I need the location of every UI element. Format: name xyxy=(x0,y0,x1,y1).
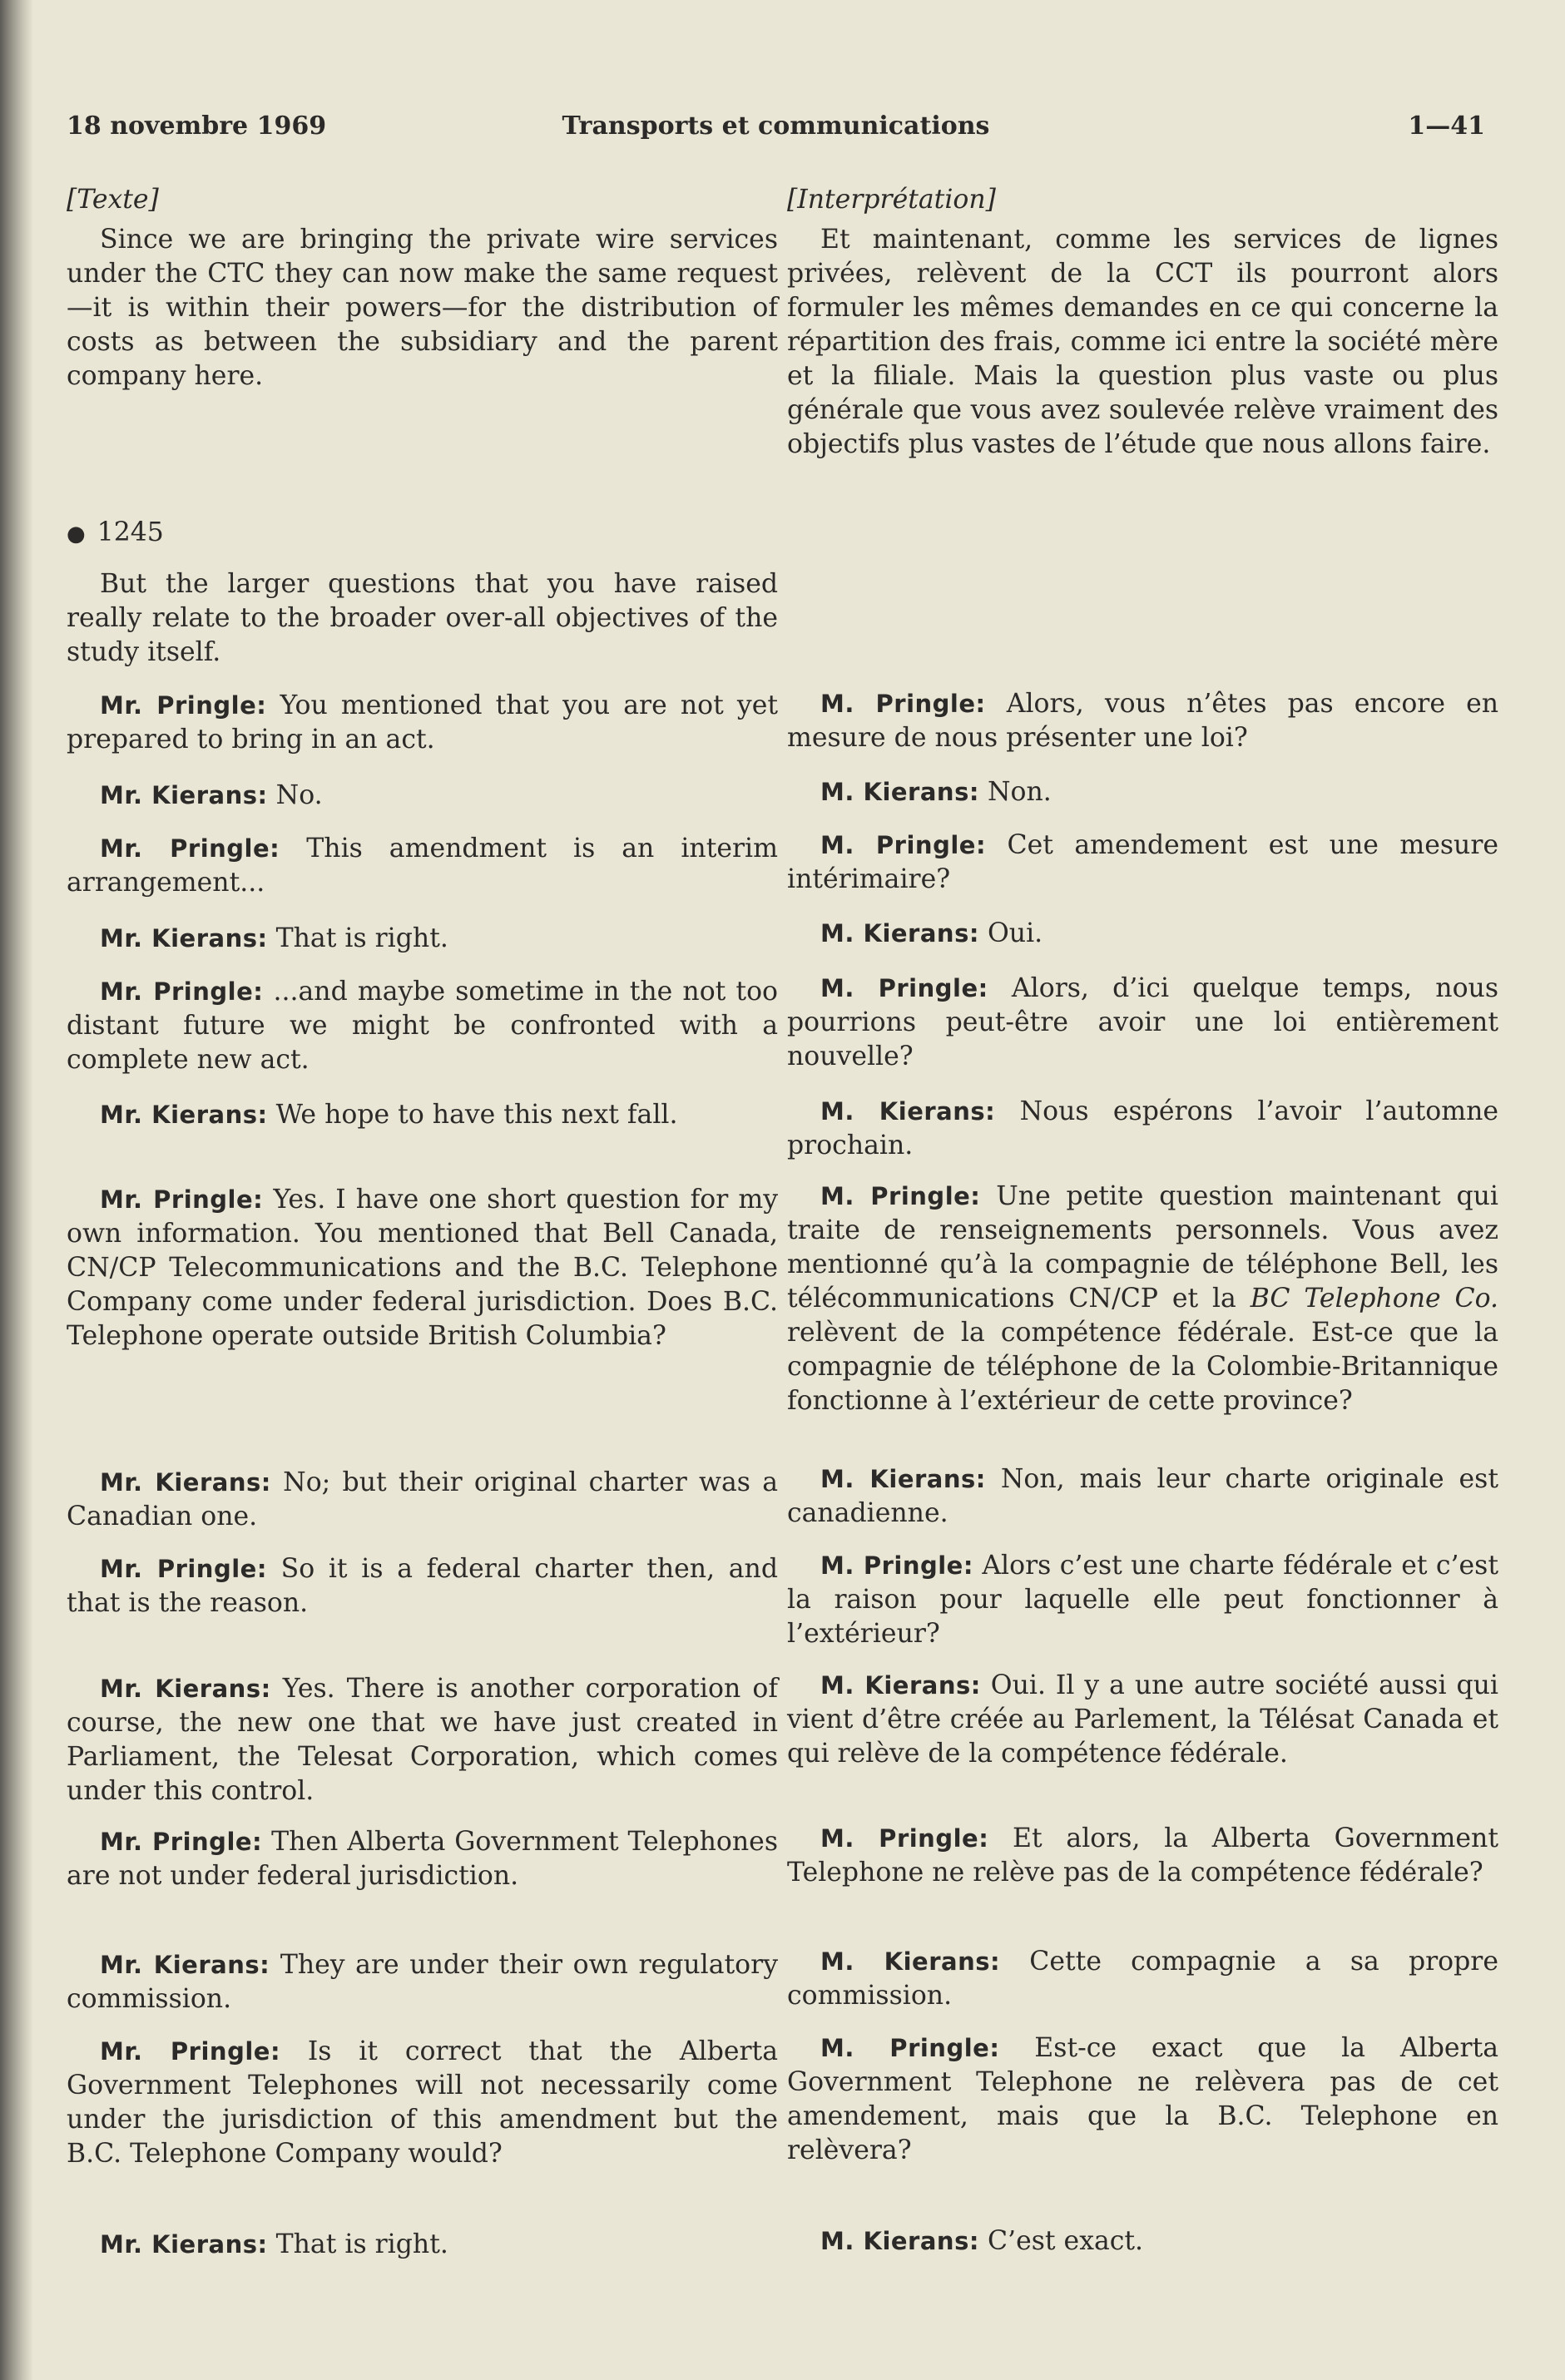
speaker-name: Mr. Kierans: xyxy=(100,1951,270,1979)
exchange-fr-8 xyxy=(787,1462,1498,1531)
timestamp-label: 1245 xyxy=(97,517,164,547)
speech-text: That is right. xyxy=(275,2229,448,2259)
speech-text: Est-ce exact que la Alberta Government Telephone ne relèvera pas de cet amendement, mais que la B.C. Telephone en relèvera? xyxy=(787,2033,1499,2165)
speaker-name: Mr. Kierans: xyxy=(100,1468,271,1497)
exchange-en-3 xyxy=(67,832,778,900)
speaker-name: Mr. Pringle: xyxy=(100,1828,263,1856)
speaker-name: Mr. Pringle: xyxy=(100,2037,281,2066)
speech-text: ...and maybe sometime in the not too distant future we might be confronted with a complete new act. xyxy=(67,977,779,1075)
binding-shadow xyxy=(0,0,33,2380)
exchange-fr-11 xyxy=(787,1822,1498,1890)
exchange-en-9 xyxy=(67,1552,778,1620)
bullet-icon: ● xyxy=(67,522,86,547)
speech-text: Alors, d’ici quelque temps, nous pourrions peut-être avoir une loi entièrement nouvelle? xyxy=(787,973,1499,1071)
speaker-name: M. Kierans: xyxy=(820,1947,1001,1976)
speaker-name: M. Pringle: xyxy=(820,690,986,718)
speech-text: This amendment is an interim arrangement... xyxy=(67,834,779,898)
timestamp xyxy=(67,516,778,552)
speaker-name: Mr. Pringle: xyxy=(100,1555,267,1583)
speech-text: Oui. Il y a une autre société aussi qui vient d’être créée au Parlement, la Télésat Canada et qui relève de la compétence fédérale. xyxy=(787,1670,1498,1769)
speech-text-part-2: relèvent de la compétence fédérale. Est-ce que la compagnie de téléphone de la Colombie-Britannique fonctionne à l’extérieur de cette province? xyxy=(787,1318,1498,1416)
speech-text: Non, mais leur charte originale est canadienne. xyxy=(787,1464,1498,1528)
exchange-fr-14 xyxy=(787,2224,1498,2259)
speech-text: No. xyxy=(275,780,323,810)
speech-text: They are under their own regulatory commission. xyxy=(67,1950,778,2014)
speaker-name: M. Pringle: xyxy=(820,2034,1000,2062)
speech-text: Oui. xyxy=(987,918,1043,948)
exchange-en-1 xyxy=(67,689,778,757)
speaker-name: Mr. Kierans: xyxy=(100,1101,268,1129)
exchange-fr-6 xyxy=(787,1095,1498,1163)
speaker-name: Mr. Pringle: xyxy=(100,977,264,1006)
speaker-name: Mr. Pringle: xyxy=(100,834,280,863)
speech-text: We hope to have this next fall. xyxy=(275,1100,678,1130)
speech-text: Yes. I have one short question for my own information. You mentioned that Bell Canada, CN/CP Telecommunications and the B.C. Telephone Company come under federal jurisdiction. Does B.C. Telephone operate outside British Columbia? xyxy=(67,1185,779,1351)
exchange-fr-12 xyxy=(787,1945,1498,2013)
speech-text: So it is a federal charter then, and that is the reason. xyxy=(67,1554,779,1618)
speech-text: Cette compagnie a sa propre commission. xyxy=(787,1947,1498,2011)
exchange-en-2 xyxy=(67,779,778,813)
text-marker: [Texte] xyxy=(67,185,159,215)
exchange-en-13 xyxy=(67,2035,778,2171)
speech-text: That is right. xyxy=(275,923,448,953)
speaker-name: M. Kierans: xyxy=(820,919,979,948)
header-title: Transports et communications xyxy=(562,111,990,141)
exchange-fr-7 xyxy=(787,1180,1498,1418)
speaker-name: Mr. Pringle: xyxy=(100,1185,264,1214)
speech-text: Non. xyxy=(987,777,1052,807)
exchange-fr-5 xyxy=(787,972,1498,1074)
speech-text-part-1: Une petite question maintenant qui traite de renseignements personnels. Vous avez mentionné qu’à la compagnie de téléphone Bell, les télécommunications CN/CP et la xyxy=(787,1181,1499,1314)
interpretation-marker: [Interprétation] xyxy=(787,185,996,215)
speech-text: Yes. There is another corporation of course, the new one that we have just created in Parliament, the Telesat Corporation, which comes under this control. xyxy=(67,1674,778,1806)
intro-paragraph: Since we are bringing the private wire services under the CTC they can now make the same request—it is within their powers—for the distribution of costs as between the subsidiary and the parent company here. xyxy=(67,225,778,391)
exchange-fr-4 xyxy=(787,917,1498,951)
speaker-name: M. Kierans: xyxy=(820,2227,979,2255)
speech-text: Et alors, la Alberta Government Telephone ne relève pas de la compétence fédérale? xyxy=(787,1823,1499,1888)
header-date: 18 novembre 1969 xyxy=(67,111,327,141)
speech-text: Then Alberta Government Telephones are not under federal jurisdiction. xyxy=(67,1827,778,1891)
speaker-name: M. Pringle: xyxy=(820,1824,989,1853)
header-page-number: 1—41 xyxy=(1408,111,1485,141)
exchange-en-12 xyxy=(67,1948,778,2016)
speaker-name: Mr. Kierans: xyxy=(100,781,268,809)
speaker-name: M. Kierans: xyxy=(820,1671,981,1700)
exchange-en-8 xyxy=(67,1466,778,1534)
exchange-en-11 xyxy=(67,1825,778,1893)
intro-paragraph-fr: Et maintenant, comme les services de lignes privées, relèvent de la CCT ils pourront alors formuler les mêmes demandes en ce qui concerne la répartition des frais, comme ici entre la société mère et la filiale. Mais la question plus vaste ou plus générale que vous avez soulevée relève vraiment des objectifs plus vastes de l’étude que nous allons faire. xyxy=(787,225,1498,459)
speaker-name: M. Pringle: xyxy=(820,831,987,859)
exchange-en-5 xyxy=(67,975,778,1077)
speech-text: No; but their original charter was a Canadian one. xyxy=(67,1467,779,1531)
speech-text: Alors c’est une charte fédérale et c’est la raison pour laquelle elle peut fonctionner à l’extérieur? xyxy=(787,1551,1499,1649)
speaker-name: Mr. Pringle: xyxy=(100,691,267,720)
speaker-name: Mr. Kierans: xyxy=(100,2230,268,2259)
speech-text-italic: BC Telephone Co. xyxy=(1250,1284,1498,1314)
exchange-fr-10 xyxy=(787,1669,1498,1771)
exchange-fr-2 xyxy=(787,775,1498,809)
speech-text: Alors, vous n’êtes pas encore en mesure de nous présenter une loi? xyxy=(787,689,1499,753)
speech-text: Nous espérons l’avoir l’automne prochain. xyxy=(787,1096,1498,1160)
speaker-name: M. Kierans: xyxy=(820,1465,986,1493)
speech-text: Cet amendement est une mesure intérimaire? xyxy=(787,830,1499,894)
exchange-fr-13 xyxy=(787,2031,1498,2168)
speaker-name: M. Pringle: xyxy=(820,974,988,1002)
exchange-en-6 xyxy=(67,1098,778,1132)
speaker-name: M. Pringle: xyxy=(820,1182,981,1210)
speech-text: Is it correct that the Alberta Government Telephones will not necessarily come under the jurisdiction of this amendment but the B.C. Telephone Company would? xyxy=(67,2036,778,2169)
page-header xyxy=(67,111,1485,153)
speech-text: You mentioned that you are not yet prepared to bring in an act. xyxy=(67,690,778,755)
exchange-fr-1 xyxy=(787,687,1498,755)
speech-text: C’est exact. xyxy=(987,2226,1144,2256)
speaker-name: M. Kierans: xyxy=(820,778,979,806)
exchange-fr-3 xyxy=(787,829,1498,897)
exchange-en-14 xyxy=(67,2228,778,2262)
exchange-en-4 xyxy=(67,922,778,956)
exchange-en-7 xyxy=(67,1183,778,1353)
speaker-name: Mr. Kierans: xyxy=(100,1675,271,1703)
speaker-name: Mr. Kierans: xyxy=(100,924,268,952)
exchange-en-10 xyxy=(67,1672,778,1809)
larger-questions-paragraph: But the larger questions that you have raised really relate to the broader over-all objectives of the study itself. xyxy=(67,569,778,667)
exchange-fr-9 xyxy=(787,1549,1498,1651)
speaker-name: M. Kierans: xyxy=(820,1097,996,1126)
speaker-name: M. Pringle: xyxy=(820,1551,973,1580)
